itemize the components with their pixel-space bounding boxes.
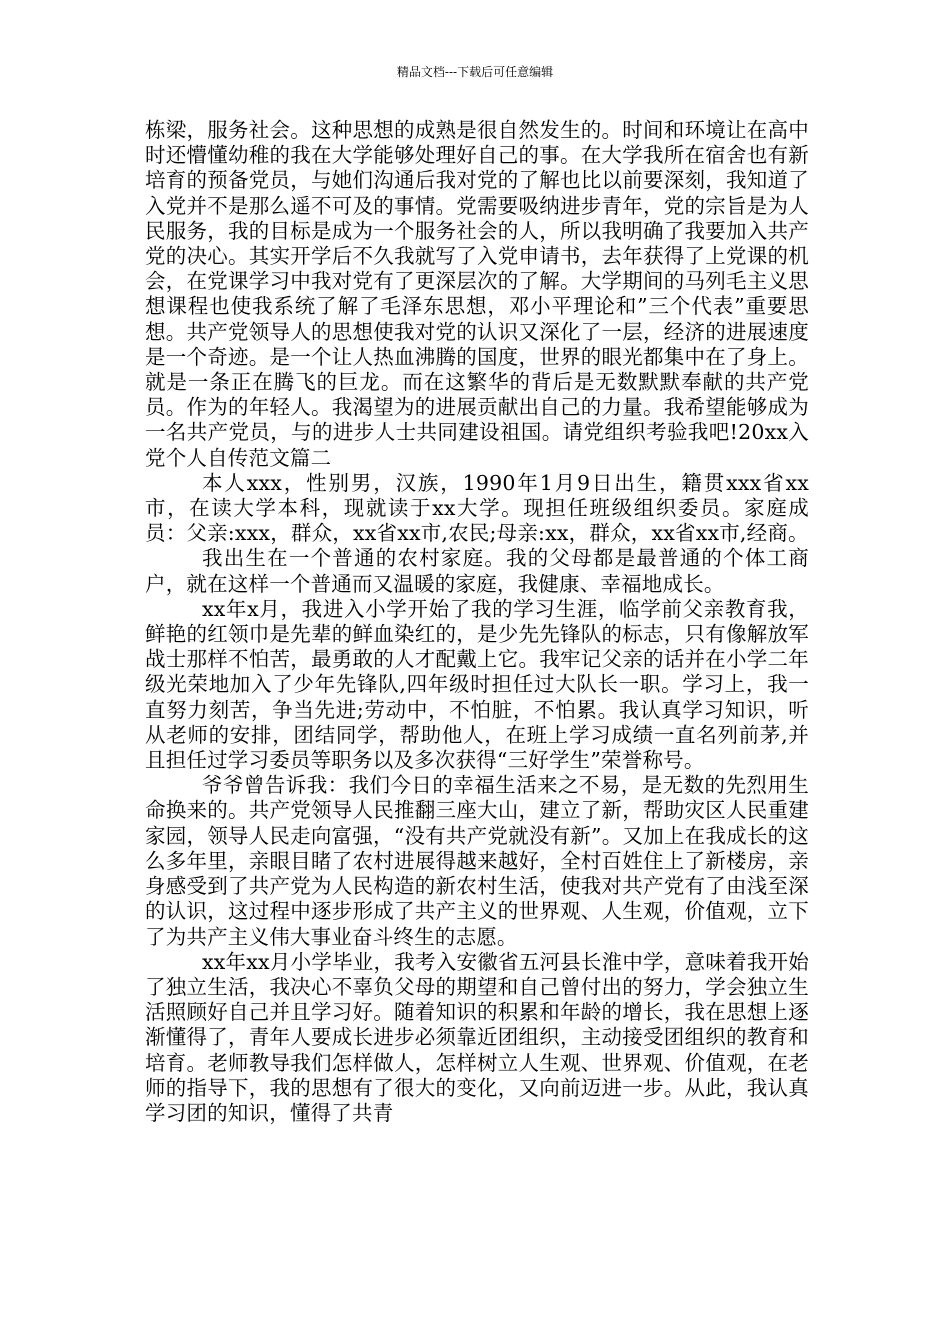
paragraph-primary-school: xx年x月，我进入小学开始了我的学习生涯，临学前父亲教育我，鲜艳的红领巾是先辈的鲜血染红的，是少先先锋队的标志，只有像解放军战士那样不怕苦，最勇敢的人才配戴上它。我牢记父亲的话并在小学二年级光荣地加入了少年先锋队,四年级时担任过大队长一职。学习上，我一直努力刻苦，争当先进;劳动中，不怕脏，不怕累。我认真学习知识，听从老师的安排，团结同学，帮助他人，在班上学习成绩一直名列前茅,并且担任过学习委员等职务以及多次获得“三好学生”荣誉称号。	[145, 596, 809, 773]
paragraph-grandfather: 爷爷曾告诉我：我们今日的幸福生活来之不易，是无数的先烈用生命换来的。共产党领导人民推翻三座大山，建立了新，帮助灾区人民重建家园，领导人民走向富强，“没有共产党就没有新”。又加上在我成长的这么多年里，亲眼目睹了农村进展得越来越好，全村百姓住上了新楼房，亲身感受到了共产党为人民构造的新农村生活，使我对共产党有了由浅至深的认识，这过程中逐步形成了共产主义的世界观、人生观，价值观，立下了为共产主义伟大事业奋斗终生的志愿。	[145, 773, 809, 949]
page-header: 精品文档---下载后可任意编辑	[396, 65, 554, 79]
paragraph-middle-school: xx年xx月小学毕业，我考入安徽省五河县长淮中学，意味着我开始了独立生活，我决心不辜负父母的期望和自己曾付出的努力，学会独立生活照顾好自己并且学习好。随着知识的积累和年龄的增长，我在思想上逐渐懂得了，青年人要成长进步必须靠近团组织，主动接受团组织的教育和培育。老师教导我们怎样做人，怎样树立人生观、世界观、价值观，在老师的指导下，我的思想有了很大的变化，又向前迈进一步。从此，我认真学习团的知识，懂得了共青	[145, 949, 809, 1125]
paragraph-continuation: 栋梁，服务社会。这种思想的成熟是很自然发生的。时间和环境让在高中时还懵懂幼稚的我在大学能够处理好自己的事。在大学我所在宿舍也有新培育的预备党员，与她们沟通后我对党的了解也比以前要深刻，我知道了入党并不是那么遥不可及的事情。党需要吸纳进步青年，党的宗旨是为人民服务，我的目标是成为一个服务社会的人，所以我明确了我要加入共产党的决心。其实开学后不久我就写了入党申请书，去年获得了上党课的机会，在党课学习中我对党有了更深层次的了解。大学期间的马列毛主义思想课程也使我系统了解了毛泽东思想，邓小平理论和”三个代表”重要思想。共产党领导人的思想使我对党的认识又深化了一层，经济的进展速度是一个奇迹。是一个让人热血沸腾的国度，世界的眼光都集中在了身上。就是一条正在腾飞的巨龙。而在这繁华的背后是无数默默奉献的共产党员。作为的年轻人。我渴望为的进展贡献出自己的力量。我希望能够成为一名共产党员，与的进步人士共同建设祖国。请党组织考验我吧!20xx入党个人自传范文篇二	[145, 118, 809, 470]
paragraph-family: 我出生在一个普通的农村家庭。我的父母都是最普通的个体工商户，就在这样一个普通而又温暖的家庭，我健康、幸福地成长。	[145, 546, 809, 596]
paragraph-personal-info: 本人xxx，性别男，汉族，1990年1月9日出生，籍贯xxx省xx市，在读大学本科，现就读于xx大学。现担任班级组织委员。家庭成员：父亲:xxx，群众，xx省xx市,农民;母亲:xx，群众，xx省xx市,经商。	[145, 470, 809, 546]
document-body	[145, 118, 809, 1126]
